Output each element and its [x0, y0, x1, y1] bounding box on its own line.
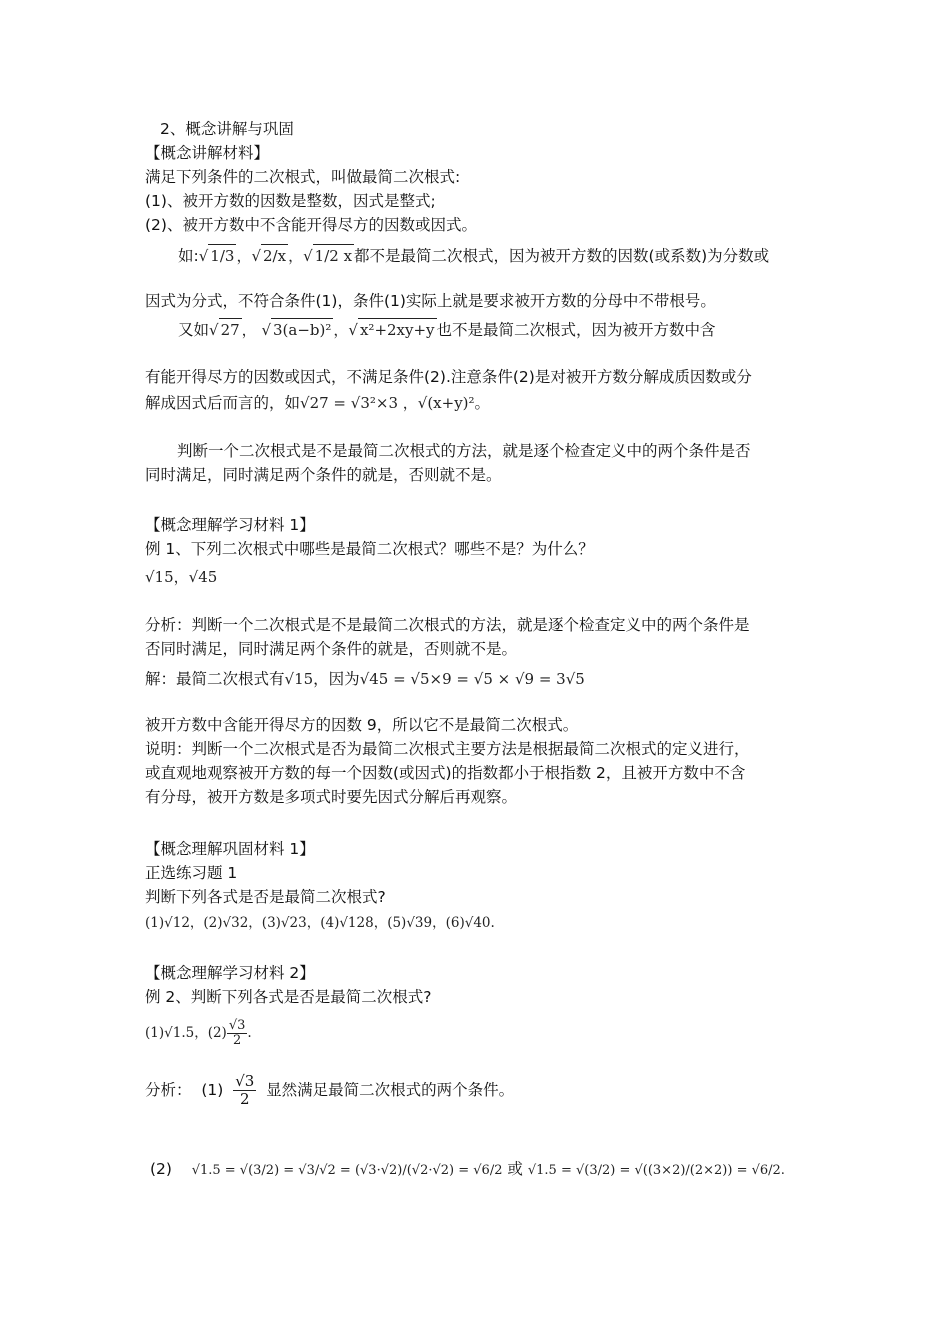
- example2-items: [145, 1018, 810, 1048]
- analysis2-fraction-denominator: 2: [239, 1090, 250, 1108]
- solution-radical: √15: [284, 670, 314, 688]
- analysis2-fraction-numerator: √3: [235, 1072, 255, 1090]
- note-2: 或直观地观察被开方数的每一个因数(或因式)的指数都小于根指数 2，且被开方数中不含: [145, 764, 746, 782]
- again-text: 也不是最简二次根式，因为被开方数中含: [436, 321, 716, 339]
- solution-prefix: 解：最简二次根式有: [145, 670, 285, 688]
- condition-2: (2)、被开方数中不含能开得尽方的因数或因式。: [145, 216, 477, 234]
- solution-2: 被开方数中含能开得尽方的因数 9，所以它不是最简二次根式。: [145, 716, 579, 734]
- example2-question: 例 2、判断下列各式是否是最简二次根式?: [145, 988, 432, 1006]
- example2-items-end: .: [247, 1025, 252, 1041]
- radical-27: √ 27: [209, 321, 242, 339]
- radical-poly: √ x²+2xy+y: [348, 321, 436, 339]
- note-1: 说明：判断一个二次根式是否为最简二次根式主要方法是根据最简二次根式的定义进行，: [145, 740, 750, 758]
- judge-1: 判断一个二次根式是不是最简二次根式的方法，就是逐个检查定义中的两个条件是否: [177, 442, 751, 460]
- radical-3ab: √ 3(a−b)²: [261, 321, 333, 339]
- radicand-3ab: 3(a−b)²: [271, 318, 333, 341]
- example2-items-text: (1)√1.5，(2): [145, 1025, 227, 1041]
- section-title: 2、概念讲解与巩固: [160, 120, 294, 138]
- analysis2-text: 显然满足最简二次根式的两个条件。: [266, 1081, 515, 1099]
- solution-math: √45 = √5×9 = √5 × √9 = 3√5: [359, 670, 585, 688]
- block2-header: 【概念理解学习材料 1】: [145, 516, 315, 534]
- block4-header: 【概念理解学习材料 2】: [145, 964, 315, 982]
- example1-items: √15，√45: [145, 568, 218, 586]
- text-4: [145, 392, 810, 414]
- practice-question: 判断下列各式是否是最简二次根式?: [145, 888, 386, 906]
- again-prefix: 又如: [178, 321, 210, 339]
- fraction-numerator: √3: [228, 1018, 246, 1033]
- text-4-math: √27 = √3²×3 ，√(x+y)²: [300, 394, 475, 412]
- analysis-example2-line1: [145, 1070, 810, 1110]
- example-text-1: 都不是最简二次根式，因为被开方数的因数(或系数)为分数或: [354, 247, 770, 265]
- analysis2-label-2: (2): [150, 1160, 172, 1178]
- practice-subtitle: 正选练习题 1: [145, 864, 238, 882]
- solution-mid: ，因为: [313, 670, 360, 688]
- radicand-2: 2/x: [261, 244, 288, 267]
- analysis-example2-line2: [150, 1152, 815, 1188]
- analysis2-label-1: (1): [201, 1081, 224, 1099]
- analysis2-or: 或: [507, 1160, 523, 1178]
- radicand-3: 1/2 x: [313, 244, 354, 267]
- example1-question: 例 1、下列二次根式中哪些是最简二次根式？哪些不是？为什么？: [145, 540, 594, 558]
- note-3: 有分母，被开方数是多项式时要先因式分解后再观察。: [145, 788, 518, 806]
- example-prefix: 如:: [178, 247, 199, 265]
- radicand-poly: x²+2xy+y: [358, 318, 437, 341]
- analysis2-fraction: [233, 1073, 256, 1108]
- analysis2-prefix: 分析：: [145, 1081, 192, 1099]
- analysis-1: 分析：判断一个二次根式是不是最简二次根式的方法，就是逐个检查定义中的两个条件是: [145, 616, 750, 634]
- radical-half-x: √ 1/2 x: [303, 247, 354, 265]
- solution-line: [145, 668, 810, 690]
- fraction-sqrt3-over-2: [227, 1019, 248, 1048]
- judge-2: 同时满足，同时满足两个条件的就是，否则就不是。: [145, 466, 502, 484]
- definition-intro: 满足下列条件的二次根式，叫做最简二次根式:: [145, 168, 461, 186]
- radicand-1: 1/3: [208, 244, 236, 267]
- analysis2-math-2: √1.5 = √(3/2) = √((3×2)/(2×2)) = √6/2.: [527, 1163, 785, 1178]
- analysis-2: 否同时满足，同时满足两个条件的就是，否则就不是。: [145, 640, 518, 658]
- text-3: 有能开得尽方的因数或因式，不满足条件(2).注意条件(2)是对被开方数分解成质因数或分: [145, 368, 752, 386]
- text-4-end: 。: [474, 394, 491, 412]
- radical-one-third: √ 1/3: [199, 247, 237, 265]
- fraction-denominator: 2: [232, 1033, 242, 1048]
- text-4-prefix: 解成因式后而言的，如: [145, 394, 301, 412]
- block1-header: 【概念讲解材料】: [145, 144, 270, 162]
- example-text-2: 因式为分式，不符合条件(1)，条件(1)实际上就是要求被开方数的分母中不带根号。: [145, 292, 716, 310]
- example-line: 如:√ 1/3 ，√ 2/x ，√ 1/2 x 都不是最简二次根式，因为被开方数的因数(或系数)为分数或: [178, 244, 843, 267]
- radical-two-over-x: √ 2/x: [251, 247, 288, 265]
- practice-items: (1)√12，(2)√32，(3)√23，(4)√128，(5)√39，(6)√40.: [145, 915, 495, 931]
- again-line: 又如√ 27 ， √ 3(a−b)² ，√ x²+2xy+y 也不是最简二次根式，因为被开方数中含: [178, 318, 843, 341]
- radicand-27: 27: [219, 318, 242, 341]
- condition-1: (1)、被开方数的因数是整数，因式是整式;: [145, 192, 436, 210]
- block3-header: 【概念理解巩固材料 1】: [145, 840, 315, 858]
- analysis2-math-1: √1.5 = √(3/2) = √3/√2 = (√3·√2)/(√2·√2) = √6/2: [191, 1163, 503, 1178]
